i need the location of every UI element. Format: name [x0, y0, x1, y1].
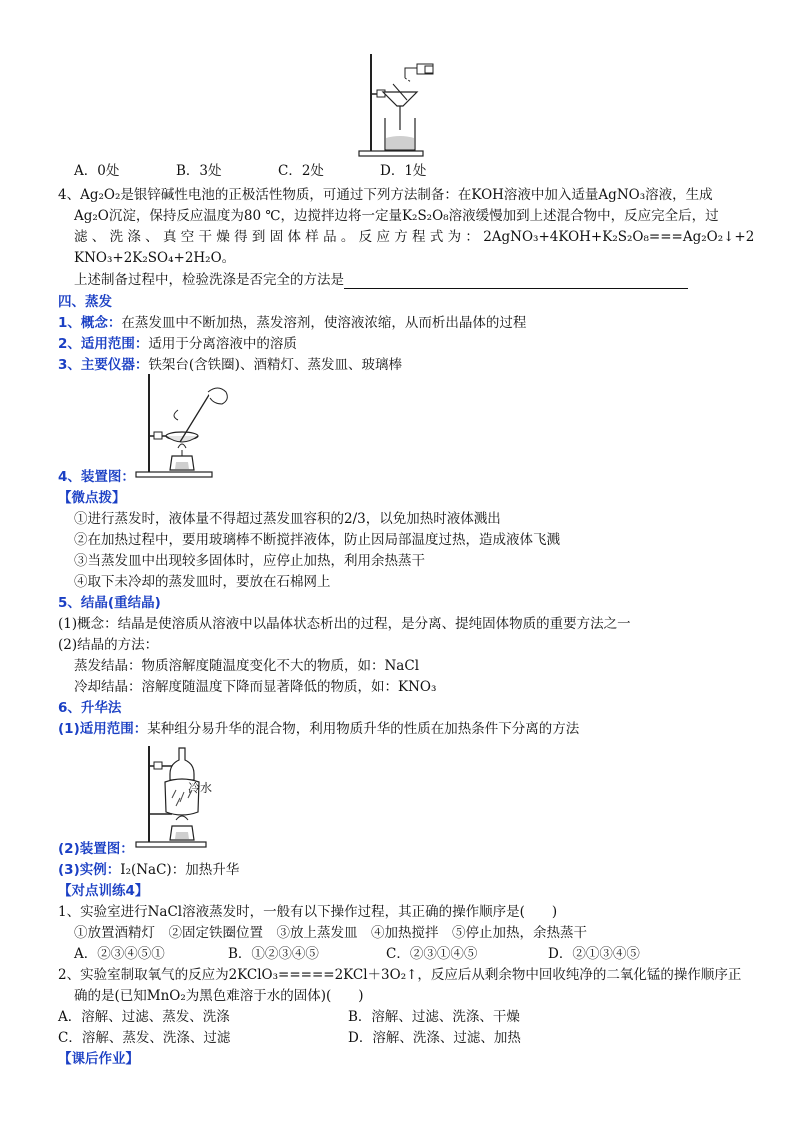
- tips-title: 【微点拨】: [58, 490, 126, 506]
- section5-title: 5、结晶(重结晶): [58, 595, 161, 611]
- q4-question-text: 上述制备过程中，检验洗涤是否完全的方法是: [74, 272, 344, 288]
- sec4-scope: [58, 335, 297, 353]
- q1-option-a: A．②③④⑤①: [74, 946, 165, 962]
- q4-line3: 滤 、 洗 涤 、 真 空 干 燥 得 到 固 体 样 品 。 反 应 方 程 式 为 ： 2AgNO₃+4KOH+K₂S₂O₈===Ag₂O₂↓+2: [74, 229, 755, 245]
- sec4-device-label: 4、装置图：: [58, 469, 135, 485]
- sec5-cool: 冷却结晶：溶解度随温度下降而显著降低的物质，如：KNO₃: [74, 679, 437, 695]
- practice-q2-line2: 确的是(已知MnO₂为黑色难溶于水的固体)( ): [74, 988, 364, 1004]
- sec6-device-label: (2)装置图：: [58, 841, 134, 857]
- homework-title: 【课后作业】: [58, 1051, 139, 1067]
- q3-option-c: C．2处: [278, 163, 324, 179]
- sec6-scope-text: 某种组分易升华的混合物，利用物质升华的性质在加热条件下分离的方法: [147, 721, 580, 737]
- q4-question: [74, 271, 688, 289]
- sec6-scope: [58, 720, 579, 738]
- tip-2: ②在加热过程中，要用玻璃棒不断搅拌液体，防止因局部温度过热，造成液体飞溅: [74, 532, 560, 548]
- q4-line4: KNO₃+2K₂SO₄+2H₂O。: [74, 250, 236, 266]
- tip-1: ①进行蒸发时，液体量不得超过蒸发皿容积的2/3，以免加热时液体溅出: [74, 511, 501, 527]
- practice-q1: 1、实验室进行NaCl溶液蒸发时，一般有以下操作过程，其正确的操作顺序是( ): [58, 904, 558, 920]
- practice-q1-steps: ①放置酒精灯 ②固定铁圈位置 ③放上蒸发皿 ④加热搅拌 ⑤停止加热，余热蒸干: [74, 925, 587, 941]
- sec4-concept-label: 1、概念：: [58, 315, 122, 331]
- tip-3: ③当蒸发皿中出现较多固体时，应停止加热，利用余热蒸干: [74, 553, 425, 569]
- tip-4: ④取下未冷却的蒸发皿时，要放在石棉网上: [74, 574, 331, 590]
- sec4-concept-text: 在蒸发皿中不断加热，蒸发溶剂，使溶液浓缩，从而析出晶体的过程: [121, 315, 527, 331]
- section6-title: 6、升华法: [58, 700, 122, 716]
- q1-option-c: C．②③①④⑤: [386, 946, 478, 962]
- q3-option-a: A．0处: [74, 163, 120, 179]
- sec4-concept: [58, 314, 526, 332]
- q2-option-d: D．溶解、洗涤、过滤、加热: [348, 1030, 521, 1046]
- q3-option-d: D．1处: [380, 163, 427, 179]
- sec5-concept: (1)概念：结晶是使溶质从溶液中以晶体状态析出的过程，是分离、提纯固体物质的重要方法之一: [58, 616, 631, 632]
- q4-line2: Ag₂O沉淀，保持反应温度为80 ℃，边搅拌边将一定量K₂S₂O₈溶液缓慢加到上述混合物中，反应完全后，过: [74, 208, 719, 224]
- q2-option-c: C．溶解、蒸发、洗涤、过滤: [58, 1030, 231, 1046]
- filtration-apparatus-figure: [355, 48, 455, 160]
- sec4-instr-text: 铁架台(含铁圈)、酒精灯、蒸发皿、玻璃棒: [148, 357, 402, 373]
- practice-q2-line1: 2、实验室制取氧气的反应为2KClO₃=====2KCl＋3O₂↑，反应后从剩余物中回收纯净的二氧化锰的操作顺序正: [58, 967, 742, 983]
- section4-title: 四、蒸发: [58, 294, 112, 310]
- sec6-example-label: (3)实例：: [58, 862, 121, 878]
- q2-option-a: A．溶解、过滤、蒸发、洗涤: [58, 1009, 230, 1025]
- practice-title: 【对点训练4】: [58, 883, 149, 899]
- sec6-example: [58, 861, 239, 879]
- sec5-evap: 蒸发结晶：物质溶解度随温度变化不大的物质，如：NaCl: [74, 658, 420, 674]
- sec6-scope-label: (1)适用范围：: [58, 721, 148, 737]
- q4-line1: 4、Ag₂O₂是银锌碱性电池的正极活性物质，可通过下列方法制备：在KOH溶液中加入适量AgNO₃溶液，生成: [58, 187, 713, 203]
- q2-option-b: B．溶解、过滤、洗涤、干燥: [348, 1009, 520, 1025]
- q1-option-b: B．①②③④⑤: [228, 946, 319, 962]
- cold-water-label: 冷水: [188, 781, 213, 795]
- q1-option-d: D．②①③④⑤: [548, 946, 640, 962]
- answer-blank[interactable]: [344, 274, 688, 289]
- evaporation-apparatus-figure: [132, 370, 232, 482]
- sec6-example-text: I₂(NaC)：加热升华: [120, 862, 240, 878]
- sec5-method: (2)结晶的方法：: [58, 637, 159, 653]
- sec4-instr-label: 3、主要仪器：: [58, 357, 149, 373]
- q3-options: [74, 162, 427, 180]
- q3-option-b: B．3处: [176, 163, 222, 179]
- sec4-scope-text: 适用于分离溶液中的溶质: [148, 336, 297, 352]
- sec4-scope-label: 2、适用范围：: [58, 336, 149, 352]
